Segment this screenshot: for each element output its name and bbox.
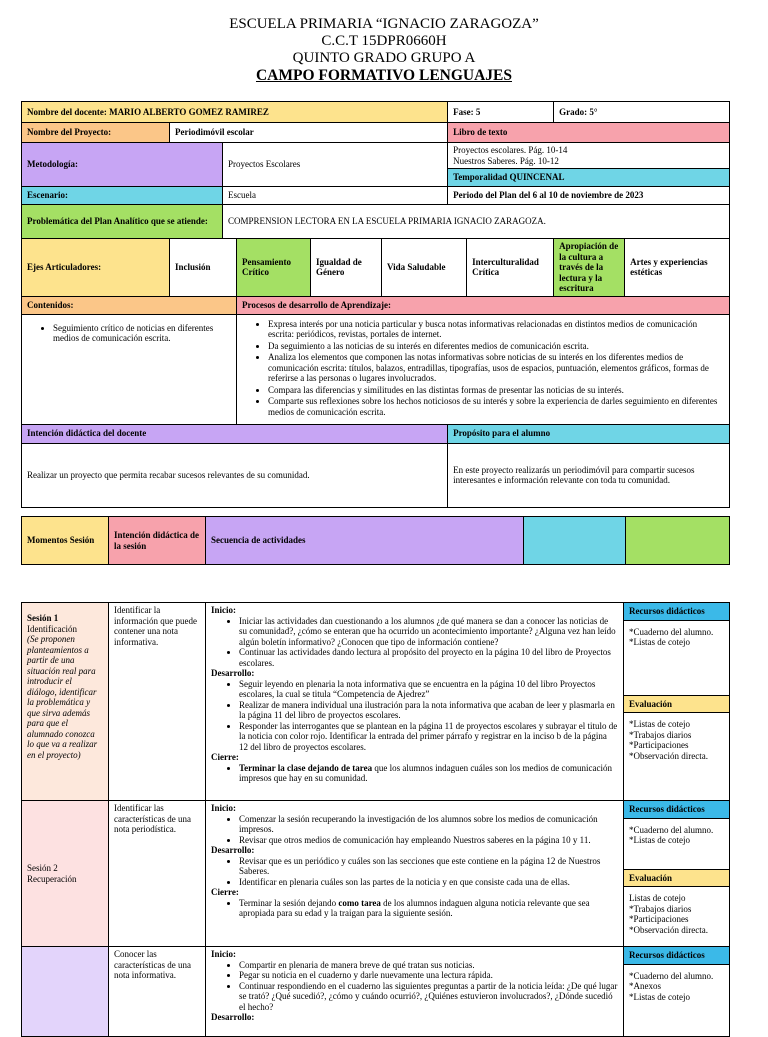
closing-bold: Terminar la clase dejando de tarea (239, 762, 373, 773)
closing-text: de los alumnos indaguen alguna noticia relevante que sea apropiada para su edad y la traigan para la siguiente sesión. (239, 897, 590, 918)
session-activities (206, 603, 624, 801)
development-label: Desarrollo: (211, 1012, 255, 1022)
resources-list (624, 965, 729, 1011)
axis-item: Inclusión (170, 239, 237, 297)
activity-item: • Revisar que es un periódico y cuáles son las secciones que este contiene en la página 12 de Nuestros Saberes. (239, 856, 618, 877)
teacher-name: Nombre del docente: MARIO ALBERTO GOMEZ RAMIREZ (22, 102, 448, 123)
school-name: ESCUELA PRIMARIA “IGNACIO ZARAGOZA” (229, 16, 539, 32)
session-row (22, 603, 730, 801)
activity-item: • Responder las interrogantes que se plantean en la página 11 de proyectos escolares y subrayar el titulo de la noticia con color rojo. Identificar la entrada del primer párrafo y registrar en la inciso b de la página 12 del libro de proyectos escolares. (239, 721, 618, 753)
resource-item: *Cuaderno del alumno. (629, 626, 714, 637)
start-label: Inicio: (211, 949, 237, 959)
evaluation-item: *Observación directa. (629, 750, 708, 761)
evaluation-item: *Participaciones (629, 914, 689, 924)
session-title: Sesión 2 (27, 863, 58, 873)
evaluation-label: Evaluación (624, 695, 729, 714)
start-label: Inicio: (211, 605, 237, 615)
methodology-label: Metodología: (22, 143, 223, 187)
evaluation-item: Listas de cotejo (629, 893, 686, 903)
resource-item: *Anexos (629, 981, 661, 991)
blank-cell (626, 517, 730, 565)
resources-list (624, 621, 729, 695)
resources-label: Recursos didácticos (624, 801, 729, 819)
process-item: • Comparte sus reflexiones sobre los hechos noticiosos de su interés y sobre la experiencia de darles seguimiento en diferentes medios de comunicación escrita. (268, 396, 724, 417)
moments-header-table (21, 516, 730, 565)
evaluation-list (624, 887, 729, 943)
project-name-label: Nombre del Proyecto: (22, 123, 170, 143)
evaluation-item: *Trabajos diarios (629, 729, 692, 740)
activity-item: • Realizar de manera individual una ilustración para la nota informativa que acaban de leer y plasmarla en la página 11 del libro de proyectos escolares. (239, 700, 618, 721)
session-intention: Identificar la información que puede contener una nota informativa. (109, 603, 206, 801)
resources-label: Recursos didácticos (624, 947, 729, 965)
phase: Fase: 5 (448, 102, 554, 123)
activity-item (239, 763, 618, 784)
resources-cell (624, 801, 730, 947)
blank-cell (524, 517, 626, 565)
development-label: Desarrollo: (211, 845, 255, 855)
closing-bold: como tarea (338, 897, 381, 908)
process-item: • Expresa interés por una noticia particular y busca notas informativas relacionadas en distintos medios de comunicación escrita: periódicos, revistas, portales de internet. (268, 319, 724, 340)
development-label: Desarrollo: (211, 668, 255, 678)
evaluation-item: *Trabajos diarios (629, 903, 692, 914)
resources-list (624, 819, 729, 869)
evaluation-label: Evaluación (624, 869, 729, 888)
resources-cell (624, 947, 730, 1037)
resources-cell (624, 603, 730, 801)
axis-item: Artes y experiencias estéticas (625, 239, 730, 297)
activity-item: • Revisar que otros medios de comunicación hay empleando Nuestros saberes en la página 10 y 11. (239, 835, 618, 846)
axis-item: Pensamiento Crítico (237, 239, 311, 297)
process-item: • Analiza los elementos que componen las notas informativas sobre noticias de su interés en los diferentes medios de comunicación escrita: títulos, balazos, entradillas, tipografías, usos de espacios, puntuación, elementos gráficos, formas de referirse a las personas o lugares involucrados. (268, 352, 724, 384)
school-cct: C.C.T 15DPR0660H (321, 33, 447, 49)
evaluation-item: *Observación directa. (629, 924, 708, 935)
teacher-intention-label: Intención didáctica del docente (22, 424, 448, 443)
axis-item: Interculturalidad Crítica (467, 239, 554, 297)
student-purpose-value: En este proyecto realizarás un periodimóvil para compartir sucesos interesantes e información relevante con toda tu comunidad. (448, 443, 730, 507)
session-row (22, 947, 730, 1037)
activity-sequence-label: Secuencia de actividades (206, 517, 524, 565)
activity-item: • Continuar las actividades dando lectura al propósito del proyecto en la página 10 del libro de Proyectos escolares. (239, 647, 618, 668)
plan-period: Periodo del Plan del 6 al 10 de noviembre de 2023 (448, 187, 730, 205)
axis-item: Vida Saludable (382, 239, 467, 297)
session-moment (22, 801, 109, 947)
session-moment (22, 603, 109, 801)
session-moment (22, 947, 109, 1037)
formative-field-title: CAMPO FORMATIVO LENGUAJES (255, 67, 512, 84)
processes-cell (237, 314, 730, 424)
axis-item: Igualdad de Género (311, 239, 382, 297)
resource-item: *Listas de cotejo (629, 637, 690, 647)
contents-cell (22, 314, 237, 424)
temporality: Temporalidad QUINCENAL (448, 169, 730, 187)
resources-label: Recursos didácticos (624, 603, 729, 621)
start-label: Inicio: (211, 803, 237, 813)
closing-text: Terminar la sesión dejando (239, 897, 339, 908)
session-intention-label: Intención didáctica de la sesión (109, 517, 206, 565)
evaluation-item: *Participaciones (629, 740, 689, 750)
student-purpose-label: Propósito para el alumno (448, 424, 730, 443)
resource-item: *Cuaderno del alumno. (629, 824, 714, 835)
scenario-value: Escuela (223, 187, 448, 205)
session-intention: Identificar las características de una nota periodística. (109, 801, 206, 947)
resource-item: *Listas de cotejo (629, 991, 690, 1002)
grade: Grado: 5° (554, 102, 730, 123)
scenario-label: Escenario: (22, 187, 223, 205)
evaluation-list (624, 713, 729, 769)
activity-item (239, 898, 618, 919)
grade-group: QUINTO GRADO GRUPO A (292, 50, 476, 66)
plan-info-table (21, 101, 730, 508)
content-item: • Seguimiento crítico de noticias en diferentes medios de comunicación escrita. (53, 323, 231, 344)
activity-item: • Identificar en plenaria cuáles son las partes de la noticia y en que consiste cada una de ellas. (239, 877, 618, 888)
activity-item: • Compartir en plenaria de manera breve de qué tratan sus noticias. (239, 960, 618, 971)
session-activities (206, 801, 624, 947)
activity-item: • Comenzar la sesión recuperando la investigación de los alumnos sobre los medios de comunicación impresos. (239, 814, 618, 835)
document-header (0, 0, 768, 84)
teacher-intention-value: Realizar un proyecto que permita recabar sucesos relevantes de su comunidad. (22, 443, 448, 507)
session-note: (Se proponen planteamientos a partir de una situación real para introducir el diálogo, identificar la problemática y que sirva además para que el alumnado conozca lo que va a realizar en el proyecto) (27, 634, 98, 760)
sessions-table (21, 602, 730, 1037)
resource-item: *Listas de cotejo (629, 835, 690, 845)
session-activities (206, 947, 624, 1037)
textbook-label: Libro de texto (448, 123, 730, 143)
closing-label: Cierre: (211, 887, 239, 897)
processes-label: Procesos de desarrollo de Aprendizaje: (237, 296, 730, 314)
moments-label: Momentos Sesión (22, 517, 109, 565)
methodology-value: Proyectos Escolares (223, 143, 448, 187)
textbook-item: Nuestros Saberes. Pág. 10-12 (453, 155, 559, 166)
contents-label: Contenidos: (22, 296, 237, 314)
activity-item: • Continuar respondiendo en el cuaderno las siguientes preguntas a partir de la noticia leída: ¿De qué lugar se trató? ¿Qué sucedió?, ¿cómo y cuándo ocurrió?, ¿Quiénes estuvieron involucrados?, ¿Dónde sucedió el hecho? (239, 981, 618, 1013)
resource-item: *Cuaderno del alumno. (629, 970, 714, 981)
activity-item: • Iniciar las actividades dan cuestionando a los alumnos ¿de qué manera se dan a conocer las noticias de su comunidad?, ¿cómo se enteran que ha ocurrido un acontecimiento importante? ¿Alguna vez han leído algún boletín informativo? ¿Conocen que tipo de información contiene? (239, 616, 618, 648)
session-title: Sesión 1 (27, 613, 59, 623)
problem-label: Problemática del Plan Analítico que se atiende: (22, 205, 223, 239)
evaluation-item: *Listas de cotejo (629, 719, 690, 729)
project-name-value: Periodimóvil escolar (170, 123, 448, 143)
process-item: • Compara las diferencias y similitudes en las distintas formas de presentar las noticias de su interés. (268, 385, 724, 396)
session-row (22, 801, 730, 947)
closing-label: Cierre: (211, 752, 239, 762)
axis-item: Apropiación de la cultura a través de la lectura y la escritura (554, 239, 625, 297)
process-item: • Da seguimiento a las noticias de su interés en diferentes medios de comunicación escrita. (268, 341, 724, 352)
session-intention: Conocer las características de una nota informativa. (109, 947, 206, 1037)
problem-value: COMPRENSION LECTORA EN LA ESCUELA PRIMARIA IGNACIO ZARAGOZA. (223, 205, 730, 239)
textbook-item: Proyectos escolares. Pág. 10-14 (453, 145, 568, 155)
textbook-list (448, 143, 730, 169)
axes-label: Ejes Articuladores: (22, 239, 170, 297)
closing-text: que los alumnos indaguen cuáles son los medios de comunicación impresos que hay en su comunidad. (239, 762, 613, 783)
session-subtitle: Identificación (27, 623, 77, 634)
activity-item: • Pegar su noticia en el cuaderno y darle nuevamente una lectura rápida. (239, 970, 618, 981)
activity-item: • Seguir leyendo en plenaria la nota informativa que se encuentra en la página 10 del libro Proyectos escolares, la cual se titula “Competencia de Ajedrez” (239, 679, 618, 700)
session-subtitle: Recuperación (27, 873, 77, 884)
